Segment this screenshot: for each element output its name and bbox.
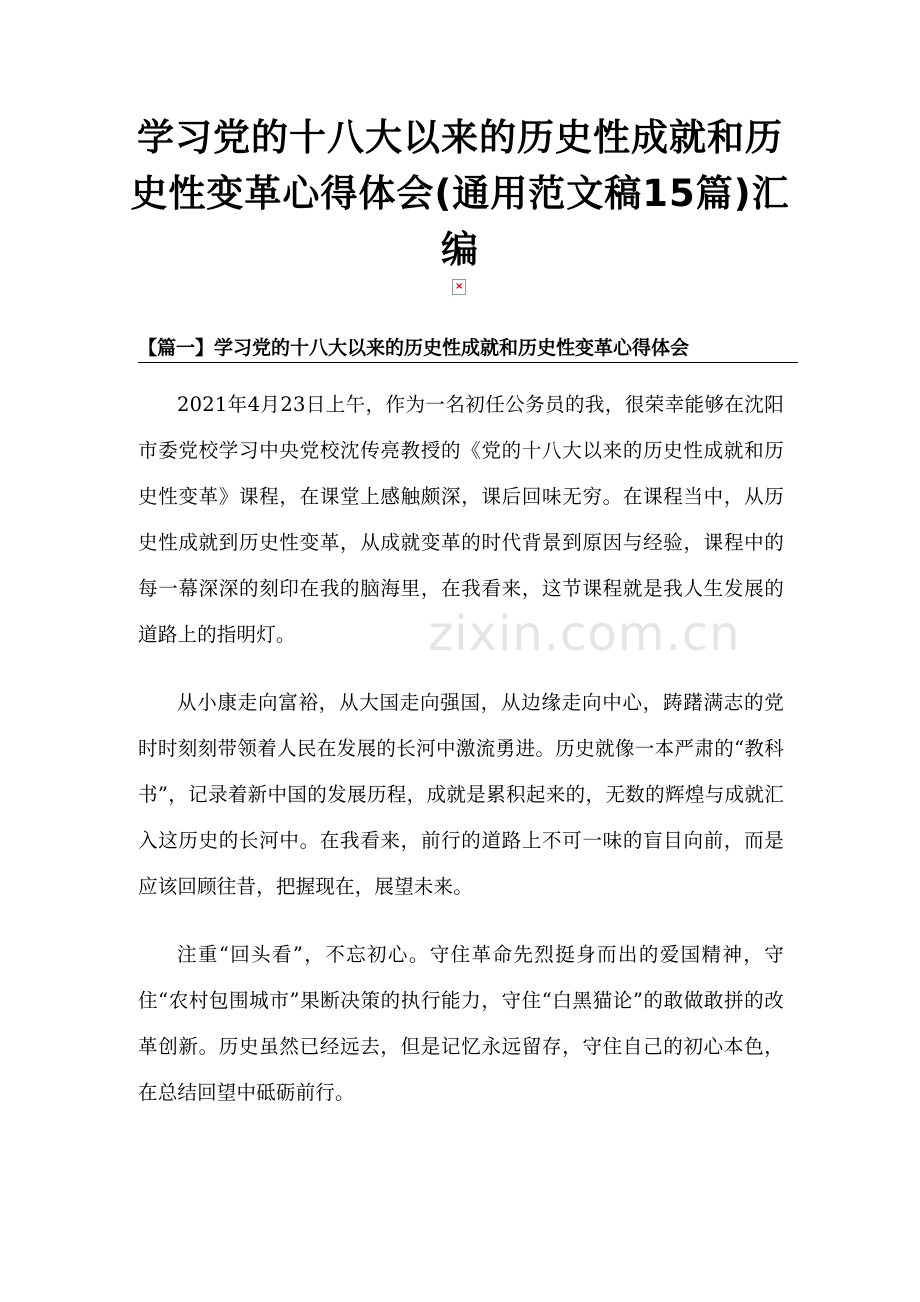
section-heading: 【篇一】学习党的十八大以来的历史性成就和历史性变革心得体会: [138, 334, 798, 363]
paragraph-3: 注重“回头看”，不忘初心。守住革命先烈挺身而出的爱国精神，守住“农村包围城市”果断决策的执行能力，守住“白黑猫论”的敢做敢拼的改革创新。历史虽然已经远去，但是记忆永远留存，守住自己的初心本色，在总结回望中砥砺前行。: [138, 943, 784, 1104]
watermark: zixin.com.cn: [428, 606, 741, 662]
red-x-icon: ×: [455, 281, 464, 292]
paragraph-1: 2021年4月23日上午，作为一名初任公务员的我，很荣幸能够在沈阳市委党校学习中央党校沈传亮教授的《党的十八大以来的历史性成就和历史性变革》课程，在课堂上感触颇深，课后回味无穷。在课程当中，从历史性成就到历史性变革，从成就变革的时代背景到原因与经验，课程中的每一幕深深的刻印在我的脑海里，在我看来，这节课程就是我人生发展的道路上的指明灯。: [138, 393, 784, 646]
broken-image-icon: [452, 279, 466, 295]
paragraph-2: 从小康走向富裕，从大国走向强国，从边缘走向中心，踌躇满志的党时时刻刻带领着人民在发展的长河中激流勇进。历史就像一本严肃的“教科书”，记录着新中国的发展历程，成就是累积起来的，无数的辉煌与成就汇入这历史的长河中。在我看来，前行的道路上不可一味的盲目向前，而是应该回顾往昔，把握现在，展望未来。: [138, 691, 784, 898]
document-title: 学习党的十八大以来的历史性成就和历史性变革心得体会(通用范文稿15篇)汇编: [130, 116, 790, 271]
